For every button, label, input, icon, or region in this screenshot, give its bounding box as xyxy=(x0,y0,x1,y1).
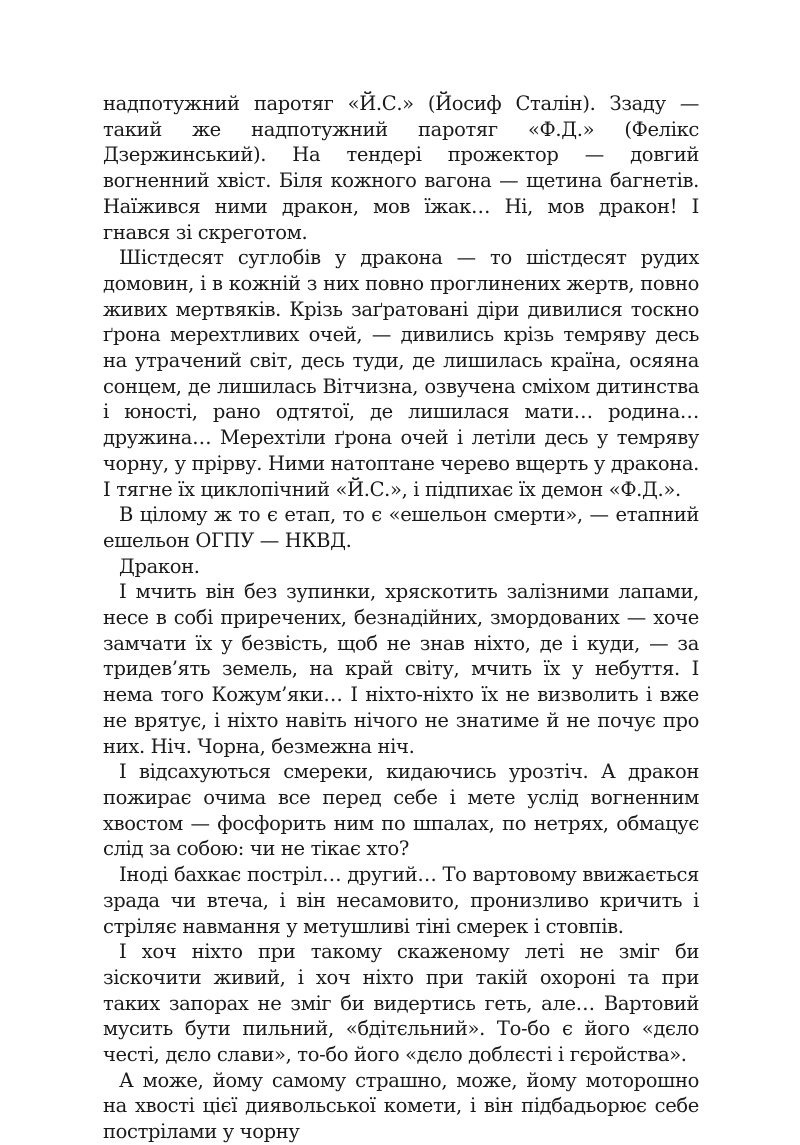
paragraph-3: В цілому ж то є етап, то є «ешельон смерти», — етапний ешельон ОГПУ — НКВД. xyxy=(103,503,699,552)
paragraph-6: І відсахуються смереки, кидаючись урозтіч. А дракон пожирає очима все перед себе і мете услід вогненним хвостом — фосфорить ним по шпалах, по нетрях, обмацує слід за собою: чи не тікає хто? xyxy=(103,760,699,861)
paragraph-7: Іноді бахкає постріл… другий… То вартовому ввижається зрада чи втеча, і він несамовито, пронизливо кричить і стріляє навмання у метушливі тіні смерек і стовпів. xyxy=(103,863,699,938)
paragraph-8: І хоч ніхто при такому скаженому леті не зміг би зіскочити живий, і хоч ніхто при такій охороні та при таких запорах не зміг би видертись геть, але… Вартовий мусить бути пильний, «бдітєльний». То-бо є його «дєло честі, дєло слави», то-бо його «дєло доблєсті і гєройства». xyxy=(103,940,699,1067)
book-page xyxy=(103,91,699,1145)
paragraph-5: І мчить він без зупинки, хряскотить залізними лапами, несе в собі приречених, безнадійних, змордованих — хоче замчати їх у безвість, щоб не знав ніхто, де і куди, — за тридев’ять земель, на край світу, мчить їх у небуття. І нема того Кожум’яки… І ніхто-ніхто їх не визволить і вже не врятує, і ніхто навіть нічого не знатиме й не почує про них. Ніч. Чорна, безмежна ніч. xyxy=(103,580,699,758)
paragraph-4: Дракон. xyxy=(119,554,200,578)
paragraph-9: А може, йому самому страшно, може, йому моторошно на хвості цієї диявольської комети, і він підбадьорює себе пострілами у чорну xyxy=(103,1068,699,1144)
paragraph-1: надпотужний паротяг «Й.С.» (Йосиф Сталін). Ззаду — такий же надпотужний паротяг «Ф.Д.» (Фелікс Дзержинський). На тендері прожектор — довгий вогненний хвіст. Біля кожного вагона — щетина багнетів. Наїжився ними дракон, мов їжак… Ні, мов дракон! І гнався зі скреготом. xyxy=(103,92,699,244)
paragraph-2: Шістдесят суглобів у дракона — то шістдесят рудих домовин, і в кожній з них повно проглинених жертв, повно живих мертвяків. Крізь заґратовані діри дивилися тоскно ґрона мерехтливих очей, — дивились крізь темряву десь на утрачений світ, десь туди, де лишилась країна, осяяна сонцем, де лишилась Вітчизна, озвучена сміхом дитинства і юності, рано одтятої, де лишилася мати… родина… дружина… Мерехтіли ґрона очей і летіли десь у темряву чорну, у прірву. Ними натоптане черево вщерть у дракона. І тягне їх циклопічний «Й.С.», і підпихає їх демон «Ф.Д.». xyxy=(103,246,699,501)
